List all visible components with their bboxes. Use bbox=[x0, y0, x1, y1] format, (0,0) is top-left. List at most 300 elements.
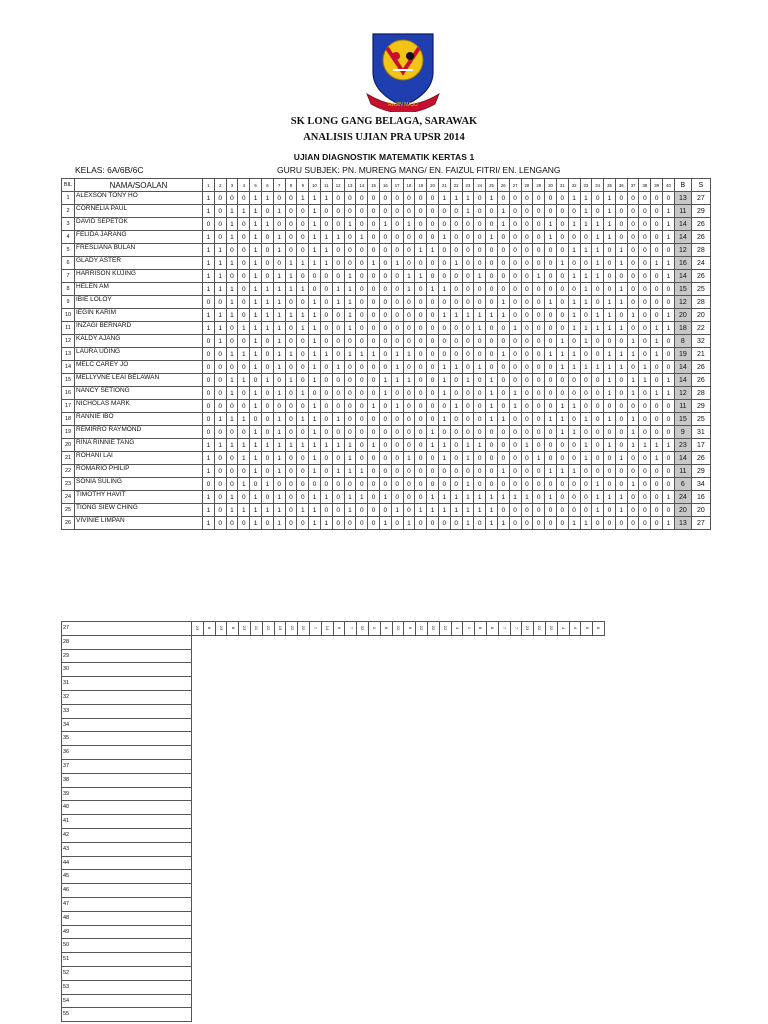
answer-cell: 0 bbox=[285, 192, 297, 205]
answer-cell: 0 bbox=[545, 257, 557, 270]
answer-cell: 1 bbox=[627, 387, 639, 400]
answer-cell: 1 bbox=[250, 439, 262, 452]
answer-cell: 1 bbox=[403, 283, 415, 296]
answer-cell: 0 bbox=[639, 491, 651, 504]
column-header-cell bbox=[534, 622, 546, 636]
answer-cell: 0 bbox=[297, 335, 309, 348]
answer-cell: 0 bbox=[663, 504, 675, 517]
answer-cell: 0 bbox=[450, 322, 462, 335]
blank-row bbox=[62, 773, 605, 787]
answer-cell: 1 bbox=[580, 322, 592, 335]
column-header-mark: 8 bbox=[384, 626, 390, 630]
answer-cell: 0 bbox=[568, 257, 580, 270]
answer-cell: 1 bbox=[474, 361, 486, 374]
answer-cell: 0 bbox=[450, 452, 462, 465]
answer-cell: 0 bbox=[320, 400, 332, 413]
answer-cell: 0 bbox=[651, 504, 663, 517]
answer-cell: 1 bbox=[285, 283, 297, 296]
answer-cell: 1 bbox=[226, 374, 238, 387]
answer-cell: 0 bbox=[214, 231, 226, 244]
wrong-count: 21 bbox=[691, 348, 710, 361]
answer-cell: 0 bbox=[486, 296, 498, 309]
answer-cell: 0 bbox=[556, 244, 568, 257]
answer-cell: 0 bbox=[379, 192, 391, 205]
answer-cell: 0 bbox=[521, 452, 533, 465]
column-header-mark: 11 bbox=[254, 625, 260, 631]
answer-cell: 1 bbox=[203, 205, 215, 218]
answer-cell: 1 bbox=[379, 374, 391, 387]
student-row bbox=[62, 387, 711, 400]
answer-cell: 0 bbox=[639, 387, 651, 400]
answer-cell: 1 bbox=[344, 283, 356, 296]
answer-cell: 1 bbox=[285, 270, 297, 283]
answer-cell: 0 bbox=[462, 413, 474, 426]
answer-cell: 0 bbox=[509, 335, 521, 348]
answer-cell: 0 bbox=[462, 257, 474, 270]
correct-count: 12 bbox=[674, 296, 691, 309]
answer-cell: 0 bbox=[450, 348, 462, 361]
answer-cell: 0 bbox=[285, 361, 297, 374]
answer-cell: 1 bbox=[438, 283, 450, 296]
answer-cell: 1 bbox=[427, 504, 439, 517]
answer-cell: 1 bbox=[250, 296, 262, 309]
answer-cell: 0 bbox=[615, 374, 627, 387]
correct-count: 14 bbox=[674, 218, 691, 231]
row-number: 5 bbox=[62, 244, 75, 257]
answer-cell: 1 bbox=[261, 218, 273, 231]
answer-cell: 1 bbox=[250, 387, 262, 400]
answer-cell: 1 bbox=[663, 322, 675, 335]
answer-cell: 1 bbox=[214, 283, 226, 296]
answer-cell: 0 bbox=[415, 439, 427, 452]
column-header-mark: 6 bbox=[336, 626, 342, 630]
answer-cell: 0 bbox=[474, 218, 486, 231]
answer-cell: 0 bbox=[403, 439, 415, 452]
row-number: 17 bbox=[62, 400, 75, 413]
column-header-cell bbox=[380, 622, 392, 636]
answer-cell: 0 bbox=[580, 478, 592, 491]
answer-cell: 1 bbox=[663, 257, 675, 270]
answer-cell: 0 bbox=[427, 348, 439, 361]
student-name: IBIE LOLOY bbox=[75, 296, 203, 309]
column-header-mark: 8 bbox=[584, 626, 590, 630]
row-number: 6 bbox=[62, 257, 75, 270]
answer-cell: 0 bbox=[639, 465, 651, 478]
answer-cell: 0 bbox=[639, 218, 651, 231]
answer-cell: 0 bbox=[203, 387, 215, 400]
answer-cell: 1 bbox=[226, 283, 238, 296]
column-header-cell bbox=[368, 622, 380, 636]
column-header-mark: 23 bbox=[218, 625, 224, 631]
wrong-count: 31 bbox=[691, 426, 710, 439]
answer-cell: 1 bbox=[250, 192, 262, 205]
answer-cell: 1 bbox=[226, 205, 238, 218]
answer-cell: 0 bbox=[438, 426, 450, 439]
answer-cell: 1 bbox=[309, 205, 321, 218]
answer-cell: 0 bbox=[261, 231, 273, 244]
answer-cell: 1 bbox=[226, 257, 238, 270]
answer-cell: 0 bbox=[368, 309, 380, 322]
answer-cell: 1 bbox=[568, 361, 580, 374]
answer-cell: 0 bbox=[450, 374, 462, 387]
answer-cell: 1 bbox=[545, 413, 557, 426]
answer-cell: 0 bbox=[344, 517, 356, 530]
answer-cell: 0 bbox=[462, 361, 474, 374]
answer-cell: 0 bbox=[604, 257, 616, 270]
answer-cell: 0 bbox=[403, 322, 415, 335]
answer-cell: 0 bbox=[545, 309, 557, 322]
answer-cell: 0 bbox=[214, 478, 226, 491]
answer-cell: 1 bbox=[627, 348, 639, 361]
question-header: 34 bbox=[592, 179, 604, 192]
student-name: CORNELIA PAUL bbox=[75, 205, 203, 218]
answer-cell: 0 bbox=[285, 335, 297, 348]
answer-cell: 0 bbox=[356, 439, 368, 452]
answer-cell: 0 bbox=[238, 192, 250, 205]
answer-cell: 0 bbox=[486, 335, 498, 348]
answer-cell: 0 bbox=[474, 400, 486, 413]
column-header-cell bbox=[498, 622, 510, 636]
answer-cell: 1 bbox=[309, 465, 321, 478]
column-header-cell bbox=[298, 622, 310, 636]
answer-cell: 1 bbox=[250, 400, 262, 413]
column-header-mark: 22 bbox=[301, 625, 307, 631]
answer-cell: 1 bbox=[261, 322, 273, 335]
answer-cell: 0 bbox=[427, 452, 439, 465]
question-header: 4 bbox=[238, 179, 250, 192]
answer-cell: 0 bbox=[427, 400, 439, 413]
correct-count: 18 bbox=[674, 322, 691, 335]
question-header: 35 bbox=[604, 179, 616, 192]
correct-count: 13 bbox=[674, 192, 691, 205]
answer-cell: 0 bbox=[356, 478, 368, 491]
answer-cell: 1 bbox=[545, 218, 557, 231]
answer-cell: 0 bbox=[462, 335, 474, 348]
answer-cell: 0 bbox=[261, 426, 273, 439]
answer-cell: 0 bbox=[556, 374, 568, 387]
question-header: 39 bbox=[651, 179, 663, 192]
answer-cell: 1 bbox=[663, 374, 675, 387]
answer-cell: 1 bbox=[604, 309, 616, 322]
answer-cell: 1 bbox=[604, 374, 616, 387]
answer-cell: 1 bbox=[474, 439, 486, 452]
answer-cell: 0 bbox=[391, 192, 403, 205]
answer-cell: 1 bbox=[250, 270, 262, 283]
answer-cell: 0 bbox=[332, 309, 344, 322]
answer-cell: 0 bbox=[556, 452, 568, 465]
answer-cell: 0 bbox=[203, 348, 215, 361]
answer-cell: 1 bbox=[604, 192, 616, 205]
answer-cell: 0 bbox=[509, 257, 521, 270]
student-name: VIVINIE LIMPAN bbox=[75, 517, 203, 530]
answer-cell: 0 bbox=[379, 322, 391, 335]
answer-cell: 1 bbox=[297, 283, 309, 296]
answer-cell: 1 bbox=[615, 348, 627, 361]
answer-cell: 1 bbox=[309, 374, 321, 387]
answer-cell: 0 bbox=[592, 283, 604, 296]
answer-cell: 0 bbox=[568, 413, 580, 426]
exam-title: ANALISIS UJIAN PRA UPSR 2014 bbox=[303, 132, 465, 143]
answer-cell: 0 bbox=[556, 322, 568, 335]
question-header: 29 bbox=[533, 179, 545, 192]
answer-cell: 1 bbox=[497, 465, 509, 478]
answer-cell: 0 bbox=[521, 478, 533, 491]
answer-cell: 1 bbox=[203, 517, 215, 530]
answer-cell: 0 bbox=[639, 270, 651, 283]
answer-cell: 1 bbox=[450, 309, 462, 322]
answer-cell: 0 bbox=[497, 478, 509, 491]
question-header: 23 bbox=[462, 179, 474, 192]
answer-cell: 1 bbox=[450, 361, 462, 374]
answer-cell: 0 bbox=[203, 335, 215, 348]
answer-cell: 1 bbox=[462, 439, 474, 452]
answer-cell: 0 bbox=[474, 374, 486, 387]
answer-cell: 0 bbox=[556, 504, 568, 517]
answer-cell: 1 bbox=[203, 192, 215, 205]
answer-cell: 0 bbox=[486, 426, 498, 439]
answer-cell: 1 bbox=[273, 491, 285, 504]
answer-cell: 0 bbox=[379, 205, 391, 218]
answer-cell: 1 bbox=[556, 348, 568, 361]
answer-cell: 0 bbox=[356, 335, 368, 348]
column-header-mark: 32 bbox=[360, 625, 366, 631]
answer-cell: 0 bbox=[320, 374, 332, 387]
answer-cell: 1 bbox=[309, 218, 321, 231]
answer-cell: 1 bbox=[273, 309, 285, 322]
answer-cell: 0 bbox=[344, 361, 356, 374]
answer-cell: 0 bbox=[627, 270, 639, 283]
answer-cell: 0 bbox=[533, 387, 545, 400]
answer-cell: 0 bbox=[474, 283, 486, 296]
answer-cell: 0 bbox=[203, 426, 215, 439]
answer-cell: 1 bbox=[309, 413, 321, 426]
answer-cell: 0 bbox=[604, 283, 616, 296]
answer-cell: 0 bbox=[568, 387, 580, 400]
answer-cell: 0 bbox=[415, 218, 427, 231]
answer-cell: 0 bbox=[226, 192, 238, 205]
row-number: 45 bbox=[62, 870, 192, 884]
answer-cell: 0 bbox=[356, 426, 368, 439]
answer-cell: 0 bbox=[238, 257, 250, 270]
answer-cell: 1 bbox=[309, 504, 321, 517]
answer-cell: 0 bbox=[214, 465, 226, 478]
answer-cell: 0 bbox=[226, 322, 238, 335]
answer-cell: 0 bbox=[261, 335, 273, 348]
student-row bbox=[62, 452, 711, 465]
answer-cell: 0 bbox=[580, 400, 592, 413]
column-header-mark: 22 bbox=[443, 625, 449, 631]
answer-cell: 1 bbox=[203, 244, 215, 257]
answer-cell: 0 bbox=[427, 374, 439, 387]
student-name: TIMOTHY HAVIT bbox=[75, 491, 203, 504]
answer-cell: 1 bbox=[226, 504, 238, 517]
wrong-count: 32 bbox=[691, 335, 710, 348]
student-name: ALEXSON TONY HO bbox=[75, 192, 203, 205]
answer-cell: 0 bbox=[450, 413, 462, 426]
answer-cell: 0 bbox=[379, 478, 391, 491]
answer-cell: 1 bbox=[250, 244, 262, 257]
answer-cell: 0 bbox=[297, 244, 309, 257]
answer-cell: 1 bbox=[568, 517, 580, 530]
answer-cell: 0 bbox=[214, 374, 226, 387]
answer-cell: 0 bbox=[391, 335, 403, 348]
answer-cell: 0 bbox=[462, 400, 474, 413]
answer-cell: 0 bbox=[332, 205, 344, 218]
answer-cell: 0 bbox=[379, 400, 391, 413]
answer-cell: 0 bbox=[427, 361, 439, 374]
answer-cell: 1 bbox=[273, 205, 285, 218]
answer-cell: 1 bbox=[320, 231, 332, 244]
answer-cell: 0 bbox=[545, 335, 557, 348]
answer-cell: 0 bbox=[521, 426, 533, 439]
student-row bbox=[62, 192, 711, 205]
answer-cell: 1 bbox=[509, 491, 521, 504]
correct-count: 24 bbox=[674, 491, 691, 504]
answer-cell: 0 bbox=[368, 465, 380, 478]
answer-cell: 1 bbox=[438, 439, 450, 452]
student-name: RANNIE IBO bbox=[75, 413, 203, 426]
answer-cell: 0 bbox=[639, 504, 651, 517]
answer-cell: 1 bbox=[403, 517, 415, 530]
answer-cell: 0 bbox=[521, 504, 533, 517]
student-name: NICHOLAS MARK bbox=[75, 400, 203, 413]
answer-cell: 1 bbox=[344, 348, 356, 361]
answer-cell: 0 bbox=[450, 439, 462, 452]
answer-cell: 1 bbox=[332, 465, 344, 478]
answer-cell: 0 bbox=[639, 244, 651, 257]
blank-row bbox=[62, 856, 605, 870]
test-title: UJIAN DIAGNOSTIK MATEMATIK KERTAS 1 bbox=[293, 152, 475, 162]
answer-cell: 1 bbox=[250, 218, 262, 231]
answer-cell: 1 bbox=[309, 244, 321, 257]
answer-cell: 0 bbox=[214, 348, 226, 361]
answer-cell: 0 bbox=[391, 322, 403, 335]
answer-cell: 0 bbox=[391, 205, 403, 218]
answer-cell: 1 bbox=[427, 491, 439, 504]
answer-cell: 1 bbox=[592, 218, 604, 231]
row-number: 13 bbox=[62, 348, 75, 361]
answer-cell: 1 bbox=[356, 231, 368, 244]
answer-cell: 1 bbox=[320, 257, 332, 270]
blank-row bbox=[62, 746, 605, 760]
row-number: 51 bbox=[62, 953, 192, 967]
answer-cell: 0 bbox=[474, 244, 486, 257]
answer-cell: 1 bbox=[568, 218, 580, 231]
row-number: 1 bbox=[62, 192, 75, 205]
answer-cell: 0 bbox=[486, 348, 498, 361]
answer-cell: 1 bbox=[592, 244, 604, 257]
row-number: 53 bbox=[62, 980, 192, 994]
answer-cell: 1 bbox=[438, 309, 450, 322]
answer-cell: 1 bbox=[285, 348, 297, 361]
answer-cell: 1 bbox=[651, 439, 663, 452]
answer-cell: 0 bbox=[651, 361, 663, 374]
answer-cell: 1 bbox=[450, 192, 462, 205]
answer-cell: 0 bbox=[474, 517, 486, 530]
question-header: 28 bbox=[521, 179, 533, 192]
row-number: 7 bbox=[62, 270, 75, 283]
row-number: 36 bbox=[62, 746, 192, 760]
answer-cell: 0 bbox=[297, 218, 309, 231]
answer-cell: 1 bbox=[203, 283, 215, 296]
answer-cell: 1 bbox=[273, 426, 285, 439]
answer-cell: 0 bbox=[285, 491, 297, 504]
row-number: 8 bbox=[62, 283, 75, 296]
answer-cell: 1 bbox=[497, 348, 509, 361]
answer-cell: 1 bbox=[486, 374, 498, 387]
answer-cell: 1 bbox=[486, 309, 498, 322]
answer-cell: 0 bbox=[297, 270, 309, 283]
question-header: 11 bbox=[320, 179, 332, 192]
answer-cell: 1 bbox=[250, 452, 262, 465]
row-number: 42 bbox=[62, 828, 192, 842]
column-header-cell bbox=[192, 622, 204, 636]
answer-cell: 0 bbox=[427, 309, 439, 322]
answer-cell: 1 bbox=[438, 374, 450, 387]
answer-cell: 0 bbox=[344, 244, 356, 257]
answer-cell: 0 bbox=[639, 296, 651, 309]
answer-cell: 0 bbox=[368, 218, 380, 231]
answer-cell: 0 bbox=[320, 296, 332, 309]
svg-text:RAJIN MAJU: RAJIN MAJU bbox=[388, 102, 418, 108]
row-number: 3 bbox=[62, 218, 75, 231]
answer-cell: 0 bbox=[403, 309, 415, 322]
answer-cell: 0 bbox=[627, 361, 639, 374]
blank-row bbox=[62, 635, 605, 649]
answer-cell: 0 bbox=[415, 205, 427, 218]
answer-cell: 1 bbox=[663, 231, 675, 244]
answer-cell: 0 bbox=[320, 387, 332, 400]
answer-cell: 1 bbox=[356, 491, 368, 504]
column-header-mark: 7 bbox=[348, 626, 354, 630]
answer-cell: 0 bbox=[214, 218, 226, 231]
answer-cell: 1 bbox=[486, 192, 498, 205]
answer-cell: 0 bbox=[332, 426, 344, 439]
answer-cell: 0 bbox=[332, 270, 344, 283]
student-row bbox=[62, 478, 711, 491]
answer-cell: 1 bbox=[332, 413, 344, 426]
answer-cell: 1 bbox=[344, 309, 356, 322]
student-name: IEGIN KARIM bbox=[75, 309, 203, 322]
blank-row bbox=[62, 759, 605, 773]
answer-cell: 0 bbox=[627, 517, 639, 530]
answer-cell: 1 bbox=[615, 244, 627, 257]
student-row bbox=[62, 426, 711, 439]
answer-cell: 0 bbox=[261, 400, 273, 413]
student-name: REMIRRO RAYMOND bbox=[75, 426, 203, 439]
answer-cell: 1 bbox=[226, 231, 238, 244]
answer-cell: 0 bbox=[214, 296, 226, 309]
student-name: FELIDA JARANG bbox=[75, 231, 203, 244]
answer-cell: 0 bbox=[332, 517, 344, 530]
wrong-count: 16 bbox=[691, 491, 710, 504]
answer-cell: 0 bbox=[438, 205, 450, 218]
blank-row bbox=[62, 897, 605, 911]
answer-cell: 0 bbox=[651, 465, 663, 478]
column-header-cell bbox=[439, 622, 451, 636]
answer-cell: 1 bbox=[214, 439, 226, 452]
answer-cell: 0 bbox=[509, 517, 521, 530]
correct-count: 12 bbox=[674, 244, 691, 257]
student-row bbox=[62, 244, 711, 257]
wrong-count: 20 bbox=[691, 504, 710, 517]
answer-cell: 1 bbox=[415, 244, 427, 257]
answer-cell: 0 bbox=[438, 465, 450, 478]
answer-cell: 1 bbox=[462, 504, 474, 517]
answer-cell: 1 bbox=[627, 335, 639, 348]
answer-cell: 1 bbox=[556, 426, 568, 439]
answer-cell: 0 bbox=[474, 192, 486, 205]
